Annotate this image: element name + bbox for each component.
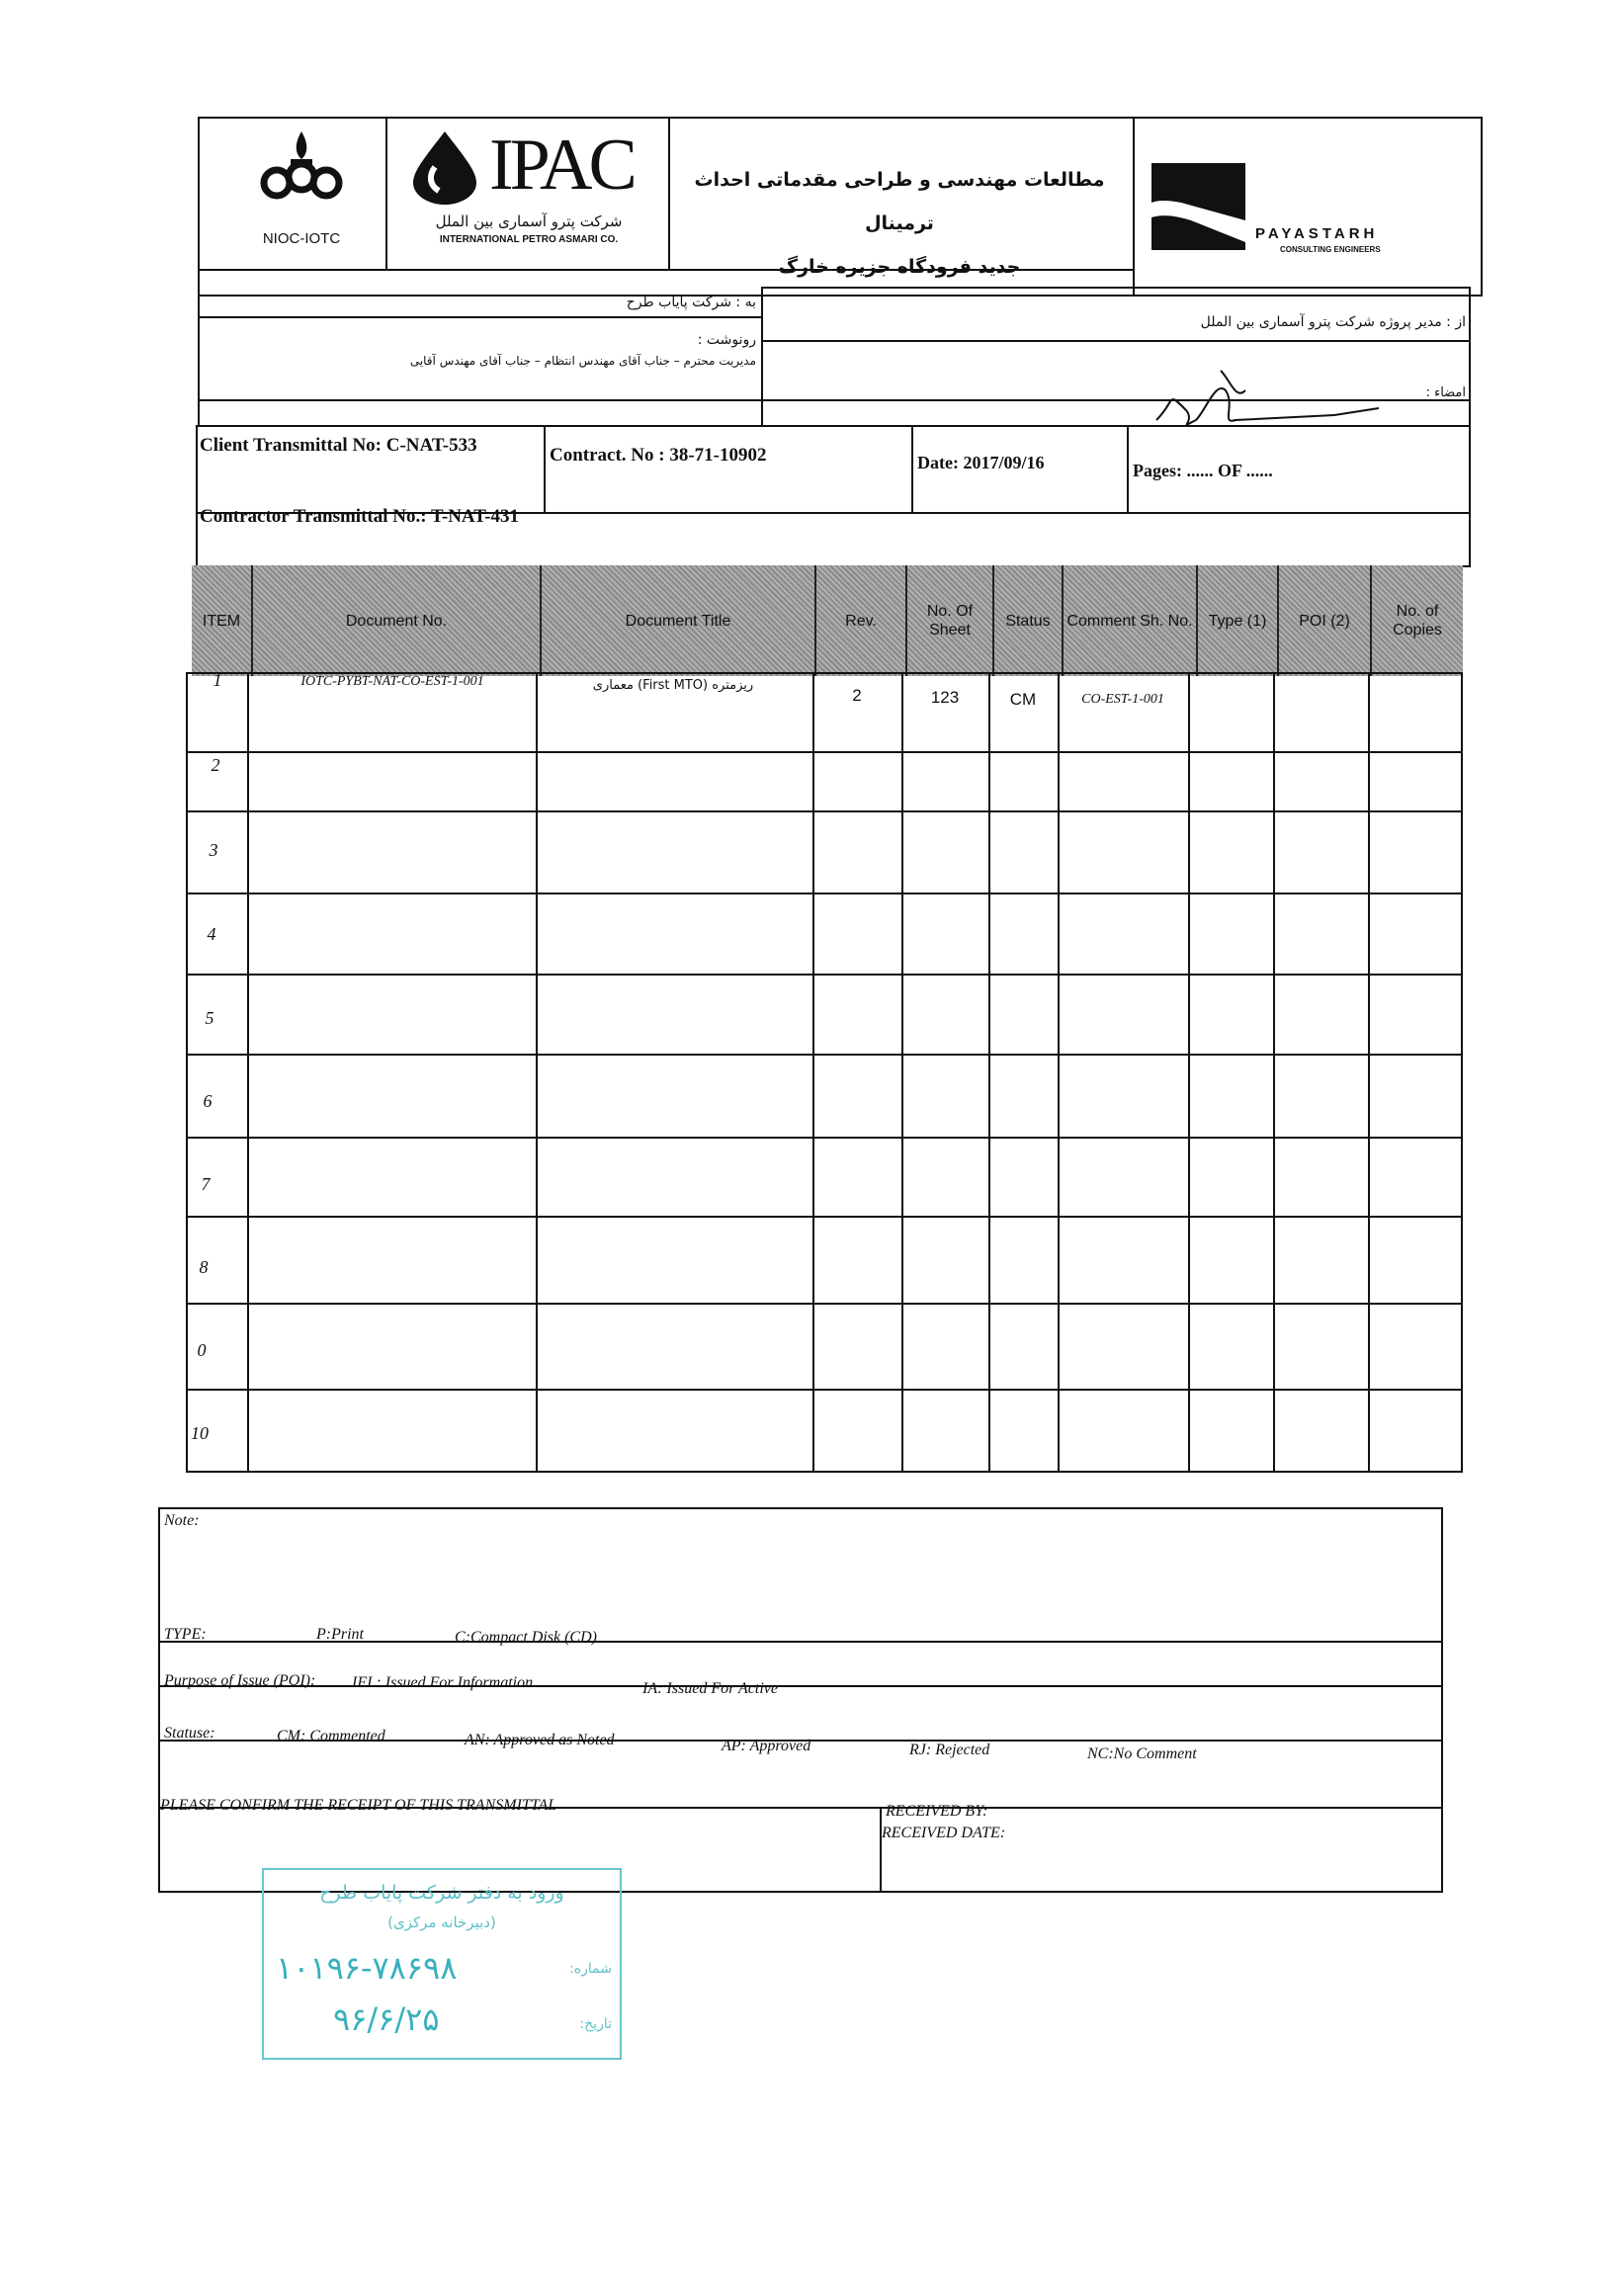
row-status: CM bbox=[1009, 690, 1037, 709]
row-item-7: 7 bbox=[201, 1174, 211, 1194]
ipac-logo bbox=[395, 124, 662, 262]
payastarh-name: PAYASTARH bbox=[1255, 225, 1379, 242]
received-by: RECEIVED BY: bbox=[886, 1803, 988, 1820]
row-item-2: 2 bbox=[211, 755, 220, 775]
row-doc-no: IOTC-PYBT-NAT-CO-EST-1-001 bbox=[300, 674, 484, 689]
to-field: به : شرکت پایاب طرح bbox=[626, 295, 756, 310]
signature-label: امضاء : bbox=[1425, 385, 1466, 400]
contract-number: Contract. No : 38-71-10902 bbox=[550, 445, 767, 466]
row-sheets: 123 bbox=[930, 688, 960, 707]
row-title: ریزمتره (First MTO) معماری bbox=[592, 678, 754, 693]
header-poi: POI (2) bbox=[1279, 565, 1372, 676]
header-document-no: Document No. bbox=[253, 565, 542, 676]
row-item-10: 10 bbox=[191, 1423, 209, 1443]
contractor-transmittal: Contractor Transmittal No.: T-NAT-431 bbox=[200, 506, 519, 527]
ipac-persian-name: شرکت پترو آسماری بین الملل bbox=[435, 213, 623, 230]
note-label: Note: bbox=[164, 1512, 200, 1529]
stamp-line2: (دبیرخانه مرکزی) bbox=[387, 1913, 496, 1931]
stamp-line1: ورود به دفتر شرکت پایاب طرح bbox=[319, 1882, 564, 1904]
header-rev: Rev. bbox=[816, 565, 907, 676]
header-no-of-sheet: No. Of Sheet bbox=[907, 565, 994, 676]
row-rev: 2 bbox=[852, 686, 862, 705]
status-ap: AP: Approved bbox=[722, 1738, 811, 1754]
type-cd: C:Compact Disk (CD) bbox=[455, 1629, 597, 1646]
pages-field: Pages: ...... OF ...... bbox=[1133, 461, 1273, 480]
table-body bbox=[186, 672, 1463, 1473]
project-title-line2: جدید فرودگاه جزیره خارگ bbox=[778, 256, 1021, 278]
receipt-stamp bbox=[262, 1868, 622, 2060]
row-item-5: 5 bbox=[205, 1008, 214, 1028]
row-item: 1 bbox=[213, 670, 222, 690]
ipac-drop-icon bbox=[405, 128, 484, 207]
stamp-date-value: ۹۶/۶/۲۵ bbox=[333, 2000, 440, 2038]
row-comment-sh: CO-EST-1-001 bbox=[1081, 692, 1164, 707]
from-field: از : مدیر پروژه شرکت پترو آسماری بین الملل bbox=[1200, 314, 1466, 330]
status-an: AN: Approved as Noted bbox=[465, 1732, 615, 1748]
nioc-emblem-icon bbox=[237, 124, 366, 213]
header-item: ITEM bbox=[192, 565, 253, 676]
nioc-logo bbox=[237, 124, 366, 262]
header-comment-sh-no: Comment Sh. No. bbox=[1064, 565, 1198, 676]
row-item-4: 4 bbox=[207, 924, 216, 944]
header-document-title: Document Title bbox=[542, 565, 816, 676]
project-title-line1: مطالعات مهندسی و طراحی مقدماتی احداث ترمینال bbox=[694, 169, 1105, 234]
header-type: Type (1) bbox=[1198, 565, 1279, 676]
stamp-number-value: ۱۰۱۹۶-۷۸۶۹۸ bbox=[276, 1949, 458, 1987]
row-item-9: 0 bbox=[197, 1340, 207, 1360]
purpose-ifi: IFI : Issued For Information bbox=[352, 1674, 534, 1691]
received-date: RECEIVED DATE: bbox=[882, 1825, 1006, 1841]
header-no-of-copies: No. of Copies bbox=[1372, 565, 1463, 676]
client-transmittal: Client Transmittal No: C-NAT-533 bbox=[200, 435, 477, 456]
footer-block bbox=[158, 1507, 1443, 1893]
purpose-ia: IA: Issued For Active bbox=[642, 1680, 778, 1697]
status-nc: NC:No Comment bbox=[1087, 1745, 1197, 1762]
type-label: TYPE: bbox=[164, 1626, 207, 1643]
transmittal-date: Date: 2017/09/16 bbox=[917, 453, 1045, 472]
status-rj: RJ: Rejected bbox=[909, 1742, 990, 1758]
header-status: Status bbox=[994, 565, 1064, 676]
stamp-number-label: شماره: bbox=[569, 1961, 612, 1977]
type-print: P:Print bbox=[316, 1626, 364, 1643]
row-item-6: 6 bbox=[203, 1091, 213, 1111]
payastarh-logo bbox=[1147, 158, 1473, 257]
status-cm: CM: Commented bbox=[277, 1728, 385, 1744]
payastarh-mark-icon bbox=[1151, 163, 1250, 252]
stamp-date-label: تاریخ: bbox=[579, 2016, 612, 2032]
project-title bbox=[672, 158, 1127, 289]
status-label: Statuse: bbox=[164, 1725, 215, 1742]
row-item-8: 8 bbox=[199, 1257, 209, 1277]
cc-label: رونوشت : bbox=[697, 332, 756, 348]
ipac-logo-text: IPAC bbox=[489, 125, 634, 206]
ipac-english-name: INTERNATIONAL PETRO ASMARI CO. bbox=[439, 234, 619, 245]
payastarh-sub: CONSULTING ENGINEERS bbox=[1280, 245, 1381, 254]
confirm-receipt: PLEASE CONFIRM THE RECEIPT OF THIS TRANSMITTAL bbox=[160, 1797, 557, 1814]
nioc-logo-text: NIOC-IOTC bbox=[262, 230, 341, 247]
row-item-3: 3 bbox=[209, 840, 218, 860]
purpose-label: Purpose of Issue (POI): bbox=[164, 1672, 316, 1689]
cc-value: مدیریت محترم – جناب آقای مهندس انتظام – جناب آقای مهندس آقایی bbox=[409, 354, 756, 368]
